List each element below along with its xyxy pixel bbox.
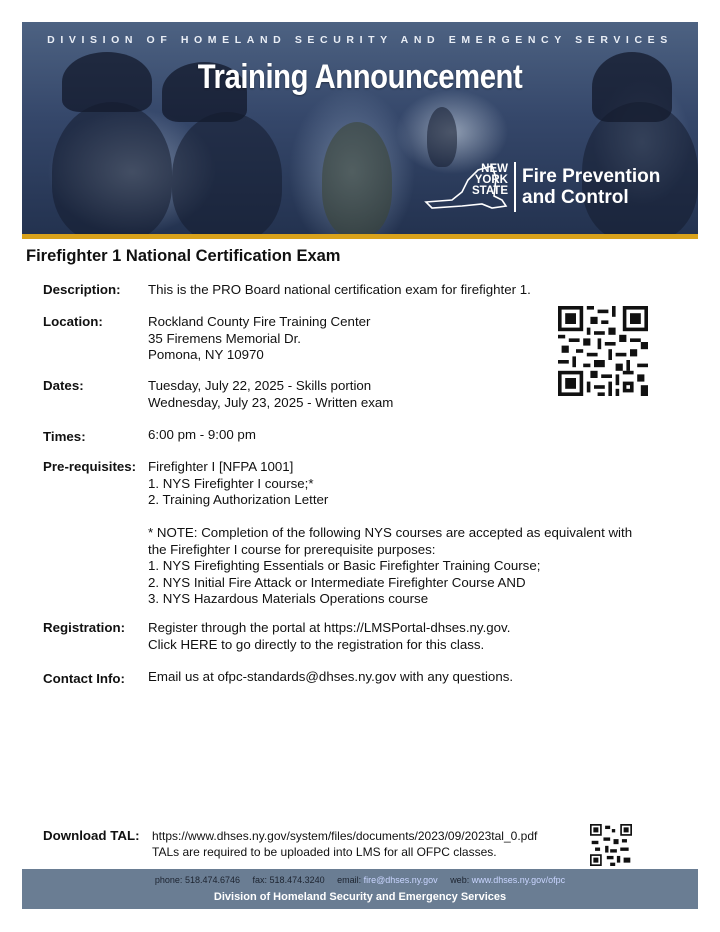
registration-value (148, 620, 510, 653)
prerequisites-line: 2. Training Authorization Letter (148, 492, 329, 507)
times-line: 6:00 pm - 9:00 pm (148, 427, 256, 442)
footer-web-link[interactable]: www.dhses.ny.gov/ofpc (471, 875, 566, 885)
phone-label: phone: (154, 875, 183, 885)
prerequisites-note-line: the Firefighter I course for prerequisite purposes: (148, 541, 436, 557)
logo-divider (514, 162, 516, 212)
location-label: Location: (43, 314, 103, 329)
dates-label: Dates: (43, 378, 84, 393)
web-label: web: (450, 875, 470, 885)
nys-logo-line: STATE (472, 185, 508, 197)
prerequisites-value (148, 459, 632, 608)
prerequisites-label: Pre-requisites: (43, 459, 137, 474)
registration-portal-link[interactable]: Register through the portal at https://LMSPortal-dhses.ny.gov. (148, 620, 511, 635)
prerequisites-spacer (148, 509, 632, 526)
firefighter-figure-image (172, 112, 282, 236)
location-line: Rockland County Fire Training Center (148, 314, 371, 329)
footer-email-link[interactable]: fire@dhses.ny.gov (363, 875, 438, 885)
location-line: Pomona, NY 10970 (148, 347, 264, 362)
description-line: This is the PRO Board national certification exam for firefighter 1. (148, 282, 531, 297)
office-name (522, 166, 660, 208)
office-name-line: Fire Prevention (522, 166, 661, 187)
description-label: Description: (43, 282, 121, 297)
nys-logo-line: NEW (481, 163, 508, 175)
footer-org-name: Division of Homeland Security and Emergency Services (213, 891, 507, 903)
nys-logo-line: YORK (474, 174, 508, 186)
location-value (148, 314, 370, 364)
dates-value (148, 378, 393, 411)
gold-divider-bar (22, 234, 698, 239)
fax-label: fax: (252, 875, 268, 885)
office-name-line: and Control (522, 187, 629, 208)
banner-title: Training Announcement (197, 58, 523, 96)
download-qr-code[interactable] (590, 824, 632, 866)
download-tal-note: TALs are required to be uploaded into LMS for all OFPC classes. (152, 845, 497, 859)
contact-value (148, 669, 513, 686)
prerequisites-note-line: * NOTE: Completion of the following NYS courses are accepted as equivalent with (148, 525, 633, 540)
firefighter-figure-image (427, 107, 457, 167)
prerequisites-note-line: 1. NYS Firefighting Essentials or Basic Firefighter Training Course; (148, 558, 541, 573)
dates-line: Tuesday, July 22, 2025 - Skills portion (148, 378, 372, 393)
times-value (148, 427, 256, 444)
fax-number: 518.474.3240 (269, 875, 325, 885)
nys-logo-text (472, 164, 508, 197)
registration-here-link[interactable]: Click HERE to go directly to the registration for this class. (148, 636, 485, 652)
phone-number: 518.474.6746 (184, 875, 240, 885)
agency-line: DIVISION OF HOMELAND SECURITY AND EMERGENCY SERVICES (47, 34, 673, 46)
location-line: 35 Firemens Memorial Dr. (148, 330, 301, 346)
contact-label: Contact Info: (43, 671, 125, 686)
registration-label: Registration: (43, 620, 126, 635)
footer-bar (22, 869, 698, 909)
prerequisites-note-line: 2. NYS Initial Fire Attack or Intermediate Firefighter Course AND (148, 574, 526, 590)
times-label: Times: (43, 429, 86, 444)
firefighter-figure-image (322, 122, 392, 236)
prerequisites-line: 1. NYS Firefighter I course;* (148, 475, 314, 491)
email-label: email: (337, 875, 362, 885)
footer-contact-line (22, 875, 698, 885)
header-banner (22, 22, 698, 236)
registration-qr-code[interactable] (558, 306, 648, 396)
download-tal-link[interactable]: https://www.dhses.ny.gov/system/files/documents/2023/09/2023tal_0.pdf (152, 829, 538, 843)
description-value (148, 282, 531, 299)
prerequisites-note-line: 3. NYS Hazardous Materials Operations course (148, 591, 429, 606)
download-tal-label: Download TAL: (43, 828, 140, 843)
firefighter-figure-image (52, 102, 172, 236)
document-title: Firefighter 1 National Certification Exam (26, 247, 341, 265)
contact-email-link[interactable]: Email us at ofpc-standards@dhses.ny.gov with any questions. (148, 669, 514, 684)
prerequisites-line: Firefighter I [NFPA 1001] (148, 459, 294, 474)
dates-line: Wednesday, July 23, 2025 - Written exam (148, 394, 394, 410)
